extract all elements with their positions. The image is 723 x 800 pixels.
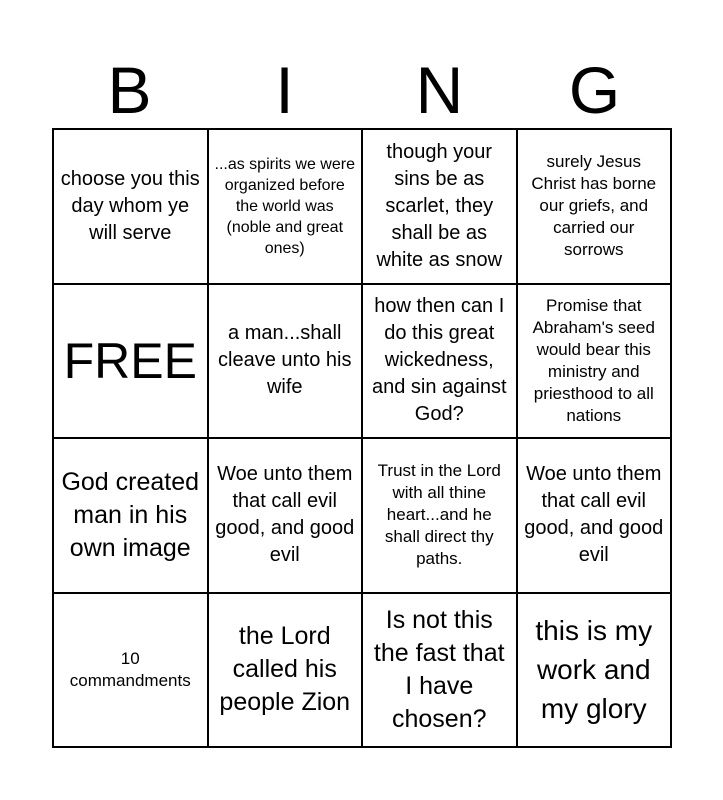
cell-text: Trust in the Lord with all thine heart...and he shall direct thy paths. [377,461,501,569]
bingo-header [52,52,672,128]
bingo-cell-r3c2[interactable] [209,439,364,594]
free-space-label: FREE [63,332,197,389]
cell-text: the Lord called his people Zion [219,622,351,717]
bingo-cell-r4c2[interactable] [209,594,364,749]
bingo-cell-r3c4[interactable] [518,439,673,594]
bingo-cell-r2c2[interactable] [209,285,364,440]
cell-text: a man...shall cleave unto his wife [218,322,352,399]
header-letter-i: I [275,53,294,127]
cell-text: surely Jesus Christ has borne our griefs, and carried our sorrows [531,152,657,260]
bingo-cell-r4c1[interactable] [54,594,209,749]
bingo-cell-r1c3[interactable] [363,130,518,285]
bingo-cell-free[interactable] [54,285,209,440]
cell-text: though your sins be as scarlet, they shall be as white as snow [376,140,503,271]
cell-text: ...as spirits we were organized before the world was (noble and great ones) [214,155,355,257]
bingo-cell-r4c4[interactable] [518,594,673,749]
bingo-cell-r3c1[interactable] [54,439,209,594]
cell-text: Promise that Abraham's seed would bear this ministry and priesthood to all nations [532,295,655,425]
cell-text: Woe unto them that call evil good, and good evil [524,463,664,567]
header-letter-g: G [568,53,621,127]
bingo-cell-r1c1[interactable] [54,130,209,285]
bingo-cell-r4c3[interactable] [363,594,518,749]
header-letter-n: N [415,53,464,127]
bingo-cell-r2c4[interactable] [518,285,673,440]
cell-text: 10 commandments [69,648,191,690]
cell-text: how then can I do this great wickedness, and sin against God? [371,295,507,426]
bingo-board [52,128,672,748]
bingo-cell-r3c3[interactable] [363,439,518,594]
cell-text: God created man in his own image [61,467,200,562]
bingo-cell-r1c4[interactable] [518,130,673,285]
bingo-cell-r2c3[interactable] [363,285,518,440]
bingo-cell-r1c2[interactable] [209,130,364,285]
cell-text: choose you this day whom ye will serve [60,167,200,244]
cell-text: this is my work and my glory [535,615,653,725]
cell-text: Is not this the fast that I have chosen? [373,605,505,733]
cell-text: Woe unto them that call evil good, and good evil [215,463,355,567]
header-letter-b: B [107,53,152,127]
